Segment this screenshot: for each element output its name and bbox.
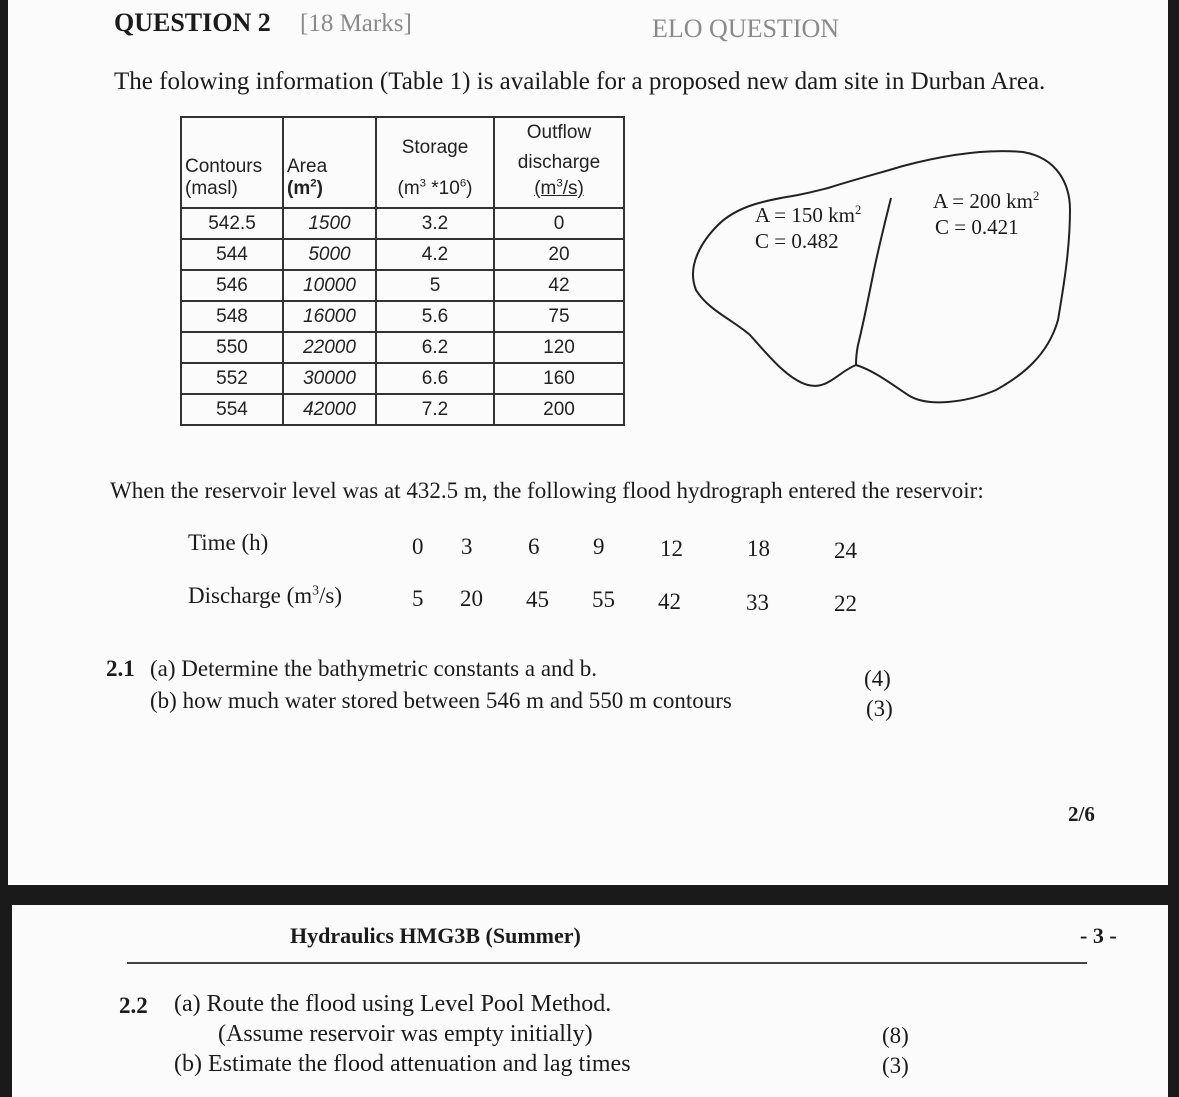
catchment-diagram — [678, 140, 1078, 415]
cell-outflow: 75 — [494, 301, 624, 332]
hydrograph-intro: When the reservoir level was at 432.5 m, the following flood hydrograph entered the reservoir: — [110, 478, 984, 503]
cell-contour: 552 — [181, 363, 283, 394]
cell-storage: 6.2 — [376, 332, 494, 363]
cell-contour: 550 — [181, 332, 283, 363]
q22-part-a: (a) Route the flood using Level Pool Method. — [174, 991, 612, 1017]
table-row — [181, 270, 624, 301]
subcatchment-divide — [856, 198, 891, 365]
cell-outflow: 42 — [494, 270, 624, 301]
left-subcatchment-label: A = 150 $km^2$ C = 0.482 — [755, 203, 862, 253]
discharge-value: 55 — [592, 587, 615, 612]
discharge-value: 33 — [746, 590, 769, 615]
reservoir-table — [180, 116, 625, 426]
q21-part-b: (b) how much water stored between 546 m and 550 m contours — [150, 688, 732, 713]
question-marks: [18 Marks] — [300, 10, 412, 37]
cell-outflow: 120 — [494, 332, 624, 363]
cell-contour: 546 — [181, 270, 283, 301]
cell-area: 42000 — [283, 394, 376, 425]
header-contours-unit: (masl) — [181, 178, 283, 208]
time-value: 6 — [528, 534, 540, 559]
cell-contour: 554 — [181, 394, 283, 425]
cell-outflow: 20 — [494, 239, 624, 270]
cell-outflow: 160 — [494, 363, 624, 394]
time-value: 24 — [834, 538, 857, 563]
exam-page-3 — [12, 905, 1168, 1097]
table-row — [181, 208, 624, 239]
time-value: 9 — [593, 534, 605, 559]
table-row — [181, 332, 624, 363]
cell-storage: 5 — [376, 270, 494, 301]
time-value: 12 — [660, 536, 683, 561]
cell-area: 22000 — [283, 332, 376, 363]
page-label: - 3 - — [1080, 923, 1117, 948]
q21-marks-b: (3) — [866, 696, 893, 721]
cell-contour: 544 — [181, 239, 283, 270]
discharge-value: 22 — [834, 591, 857, 616]
q22-marks-b: (3) — [882, 1053, 909, 1078]
discharge-value: 5 — [412, 586, 424, 611]
cell-storage: 7.2 — [376, 394, 494, 425]
page-number: 2/6 — [1068, 802, 1095, 826]
question-title: QUESTION 2 — [114, 8, 271, 37]
time-value: 3 — [461, 534, 473, 559]
table-row — [181, 301, 624, 332]
cell-outflow: 0 — [494, 208, 624, 239]
q21-number: 2.1 — [106, 656, 135, 681]
header-storage: Storage — [376, 117, 494, 178]
header-outflow: Outflow discharge — [494, 117, 624, 178]
header-outflow-unit: $(m^3/s)$ — [494, 178, 624, 208]
cell-area: 16000 — [283, 301, 376, 332]
right-subcatchment-label: A = 200 $km^2$ C = 0.421 — [933, 189, 1040, 239]
q22-number: 2.2 — [119, 993, 148, 1018]
cell-storage: 6.6 — [376, 363, 494, 394]
time-value: 0 — [412, 534, 424, 559]
exam-page-2 — [8, 0, 1168, 885]
intro-text: The folowing information (Table 1) is available for a proposed new dam site in Durban Area. — [114, 68, 1046, 95]
cell-storage: 3.2 — [376, 208, 494, 239]
discharge-value: 45 — [526, 587, 549, 612]
cell-outflow: 200 — [494, 394, 624, 425]
table-row — [181, 394, 624, 425]
q21-part-a: (a) Determine the bathymetric constants a and b. — [150, 656, 598, 681]
time-label: Time (h) — [188, 530, 269, 555]
cell-area: 10000 — [283, 270, 376, 301]
header-area-unit: $(m^2)$ — [283, 178, 376, 208]
q22-part-a-note: (Assume reservoir was empty initially) — [218, 1021, 593, 1047]
header-storage-unit: ($m^3$ $*10^6$) — [376, 178, 494, 208]
q22-marks-a: (8) — [882, 1023, 909, 1048]
cell-area: 5000 — [283, 239, 376, 270]
course-header: Hydraulics HMG3B (Summer) — [290, 923, 581, 948]
cell-contour: 548 — [181, 301, 283, 332]
time-value: 18 — [747, 536, 770, 561]
header-contours: Contours — [181, 117, 283, 178]
cell-storage: 4.2 — [376, 239, 494, 270]
header-divider — [127, 962, 1087, 964]
cell-contour: 542.5 — [181, 208, 283, 239]
cell-storage: 5.6 — [376, 301, 494, 332]
elo-label: ELO QUESTION — [652, 14, 840, 43]
q22-part-b: (b) Estimate the flood attenuation and lag times — [174, 1051, 631, 1077]
q21-marks-a: (4) — [864, 666, 891, 691]
cell-area: 30000 — [283, 363, 376, 394]
table-row — [181, 363, 624, 394]
discharge-value: 20 — [460, 586, 483, 611]
table-row — [181, 239, 624, 270]
discharge-value: 42 — [658, 589, 681, 614]
discharge-label: Discharge $(m^3/s)$ — [188, 582, 343, 608]
header-area: Area — [283, 117, 376, 178]
cell-area: 1500 — [283, 208, 376, 239]
